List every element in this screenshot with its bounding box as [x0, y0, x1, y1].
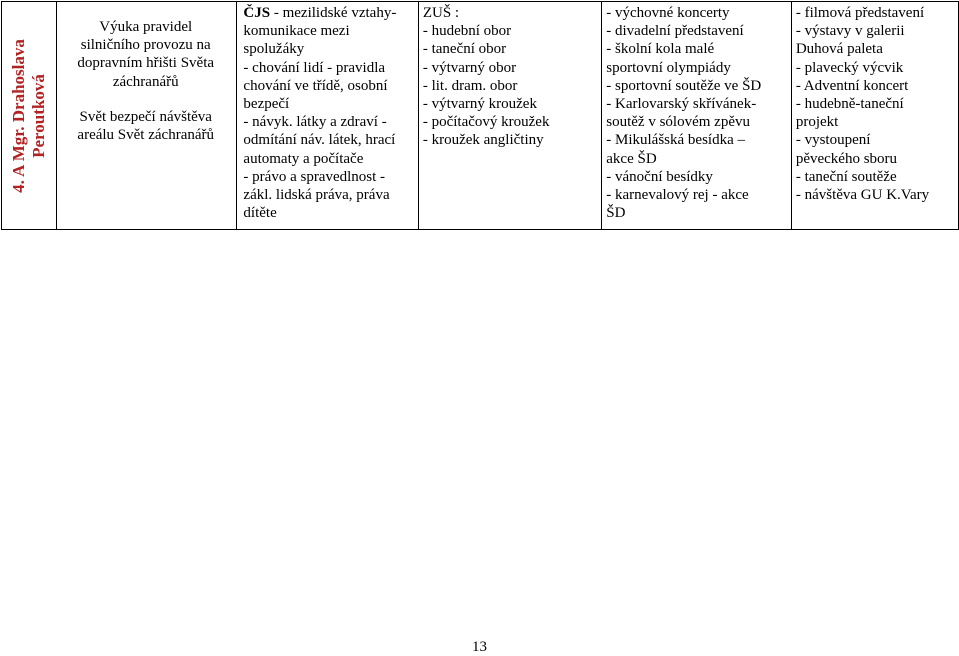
cell-line: - školní kola malé	[606, 41, 715, 58]
cell-line: automaty a počítače	[243, 150, 364, 167]
events-cell	[602, 2, 792, 230]
cell-line: - mezilidské vztahy-	[270, 5, 397, 21]
cell-line: - taneční soutěže	[795, 168, 897, 185]
cell-line: chování ve třídě, osobní	[243, 77, 388, 94]
cell-line: - plavecký výcvik	[795, 59, 904, 76]
cell-line: - filmová představení	[795, 5, 925, 21]
traffic-education-cell	[57, 2, 237, 230]
cell-line: - hudebně-taneční	[795, 96, 904, 113]
teacher-header-cell	[2, 2, 57, 230]
cjs-topics-cell	[237, 2, 418, 230]
cell-line: - výstavy v galerii	[795, 23, 905, 40]
cell-line: - chování lidí - pravidla	[243, 59, 386, 76]
cell-line: odmítání náv. látek, hrací	[243, 132, 396, 149]
cell-line: - divadelní představení	[606, 23, 744, 40]
cell-line: akce ŠD	[606, 150, 657, 167]
cell-line: - výtvarný obor	[422, 59, 517, 76]
cell-line: - hudební obor	[422, 23, 512, 40]
cell-line: - karnevalový rej - akce	[606, 187, 749, 204]
cell-line: komunikace mezi	[243, 23, 350, 40]
cell-line: - výchovné koncerty	[606, 5, 730, 21]
cell-line: - vánoční besídky	[606, 168, 713, 185]
table-row	[2, 2, 959, 230]
cell-line: - Mikulášská besídka –	[606, 132, 745, 149]
cjs-label: ČJS	[243, 5, 271, 21]
cell-line: - počítačový kroužek	[422, 114, 550, 131]
cell-line: - Adventní koncert	[795, 77, 909, 94]
cell-line: zákl. lidská práva, práva	[243, 187, 390, 204]
cell-line: spolužáky	[243, 41, 305, 58]
cell-line: - kroužek angličtiny	[422, 132, 544, 149]
cell-line: - výtvarný kroužek	[422, 96, 537, 113]
cell-line: pěveckého sboru	[795, 150, 898, 167]
cell-line: areálu Svět záchranářů	[77, 127, 215, 144]
cell-line: - Karlovarský skřívánek-	[606, 96, 757, 113]
cell-line: projekt	[795, 114, 839, 131]
cell-line: - lit. dram. obor	[422, 77, 518, 94]
zus-cell	[418, 2, 601, 230]
cell-line: - návyk. látky a zdraví -	[243, 114, 387, 131]
cell-line: - taneční obor	[422, 41, 507, 58]
cell-line: Výuka pravidel	[99, 19, 193, 35]
cell-line: - návštěva GU K.Vary	[795, 187, 930, 204]
teacher-name: 4. A Mgr. Drahoslava Peroutková	[9, 38, 49, 193]
cell-line: Svět bezpečí návštěva	[79, 108, 212, 125]
cultural-activities-cell	[791, 2, 958, 230]
cell-line: ZUŠ :	[422, 5, 460, 21]
cell-line: sportovní olympiády	[606, 59, 731, 76]
cell-line: - právo a spravedlnost -	[243, 168, 386, 185]
cell-line: dítěte	[243, 205, 277, 222]
cell-line: záchranářů	[112, 73, 179, 90]
cell-line: - sportovní soutěže ve ŠD	[606, 77, 762, 94]
cell-line: bezpečí	[243, 96, 290, 113]
page-number: 13	[472, 639, 487, 655]
cell-line: dopravním hřišti Světa	[77, 55, 215, 72]
curriculum-table	[1, 1, 959, 230]
cell-line: Duhová paleta	[795, 41, 883, 58]
cell-line: ŠD	[606, 205, 626, 222]
cell-line: - vystoupení	[795, 132, 871, 149]
cell-line: soutěž v sólovém zpěvu	[606, 114, 750, 131]
cell-line: silničního provozu na	[80, 37, 211, 54]
